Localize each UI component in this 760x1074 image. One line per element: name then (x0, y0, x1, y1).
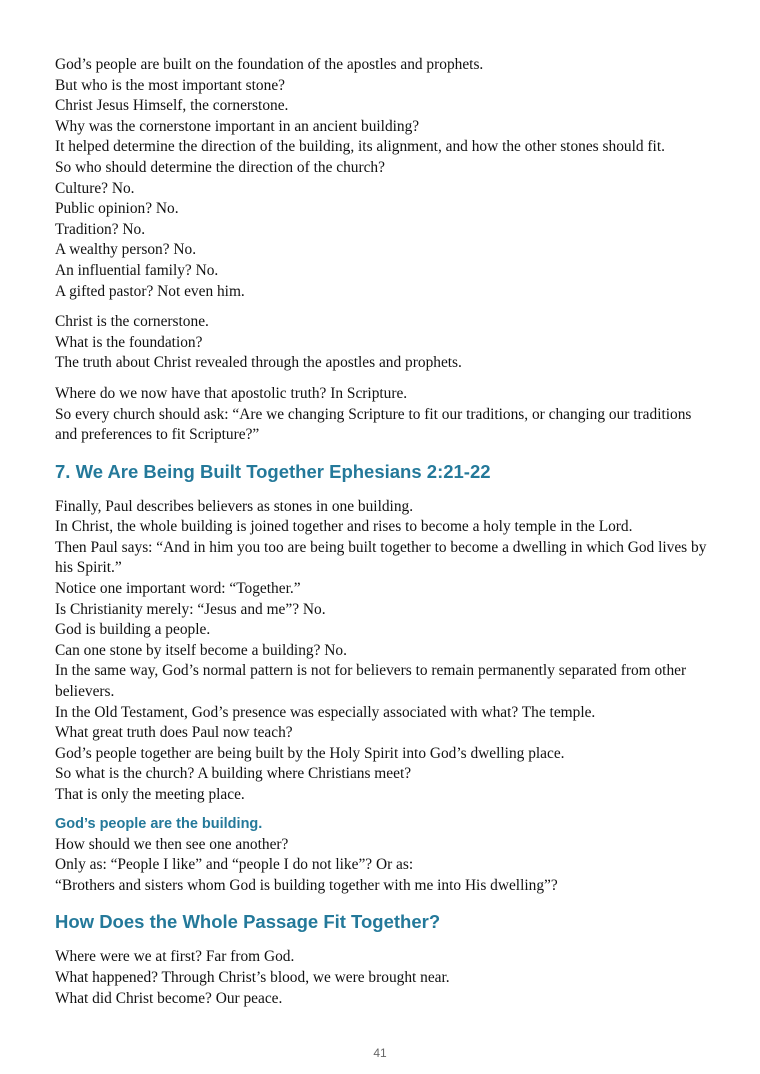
text-line: What happened? Through Christ’s blood, we were brought near. (55, 968, 450, 986)
text-line: So every church should ask: “Are we changing Scripture to fit our traditions, or changing our traditions and preferences to fit Scripture?” (55, 405, 692, 444)
text-line: The truth about Christ revealed through the apostles and prophets. (55, 354, 462, 372)
page-number: 41 (373, 1046, 387, 1060)
text-line: What did Christ become? Our peace. (55, 989, 283, 1007)
text-line: That is only the meeting place. (55, 786, 245, 803)
paragraph-block-1 (55, 55, 715, 302)
text-line: Why was the cornerstone important in an ancient building? (55, 117, 420, 135)
text-line: An influential family? No. (55, 261, 219, 279)
paragraph-block-5 (55, 835, 715, 897)
text-line: What great truth does Paul now teach? (55, 724, 293, 742)
text-line: It helped determine the direction of the building, its alignment, and how the other stones should fit. (55, 138, 665, 156)
text-line: So what is the church? A building where Christians meet? (55, 765, 412, 783)
text-line: Tradition? No. (55, 220, 146, 238)
text-line: In the same way, God’s normal pattern is not for believers to remain permanently separated from other believers. (55, 662, 687, 701)
text-line: What is the foundation? (55, 333, 203, 351)
page-content (55, 55, 715, 1009)
text-line: A gifted pastor? Not even him. (55, 282, 245, 300)
text-line: “Brothers and sisters whom God is building together with me into His dwelling”? (55, 876, 558, 894)
section-heading-whole-passage: How Does the Whole Passage Fit Together? (55, 911, 441, 933)
section-heading-built-together: 7. We Are Being Built Together Ephesians 2:21-22 (55, 460, 491, 482)
text-line: God’s people together are being built by the Holy Spirit into God’s dwelling place. (55, 744, 565, 762)
text-line: In Christ, the whole building is joined together and rises to become a holy temple in the Lord. (55, 518, 633, 536)
text-line: Finally, Paul describes believers as stones in one building. (55, 497, 414, 515)
paragraph-block-2 (55, 312, 715, 374)
subheading-building: God’s people are the building. (55, 815, 263, 832)
text-line: Public opinion? No. (55, 200, 179, 218)
paragraph-block-6 (55, 947, 715, 1009)
paragraph-block-3 (55, 384, 715, 446)
text-line: Then Paul says: “And in him you too are being built together to become a dwelling in which God lives by his Spirit.” (55, 538, 707, 577)
text-line: In the Old Testament, God’s presence was especially associated with what? The temple. (55, 703, 596, 721)
text-line: So who should determine the direction of the church? (55, 158, 385, 176)
text-line: Christ Jesus Himself, the cornerstone. (55, 97, 289, 115)
text-line: Where were we at first? Far from God. (55, 948, 295, 966)
text-line: Is Christianity merely: “Jesus and me”? No. (55, 600, 326, 618)
text-line: But who is the most important stone? (55, 76, 285, 94)
text-line: Notice one important word: “Together.” (55, 580, 301, 598)
text-line: Only as: “People I like” and “people I do not like”? Or as: (55, 856, 414, 874)
text-line: God’s people are built on the foundation of the apostles and prophets. (55, 56, 484, 73)
text-line: Where do we now have that apostolic truth? In Scripture. (55, 384, 408, 402)
text-line: God is building a people. (55, 621, 211, 639)
text-line: A wealthy person? No. (55, 241, 197, 259)
text-line: How should we then see one another? (55, 835, 289, 853)
text-line: Christ is the cornerstone. (55, 313, 209, 331)
paragraph-block-4 (55, 497, 715, 806)
text-line: Culture? No. (55, 179, 135, 197)
text-line: Can one stone by itself become a building? No. (55, 641, 347, 659)
